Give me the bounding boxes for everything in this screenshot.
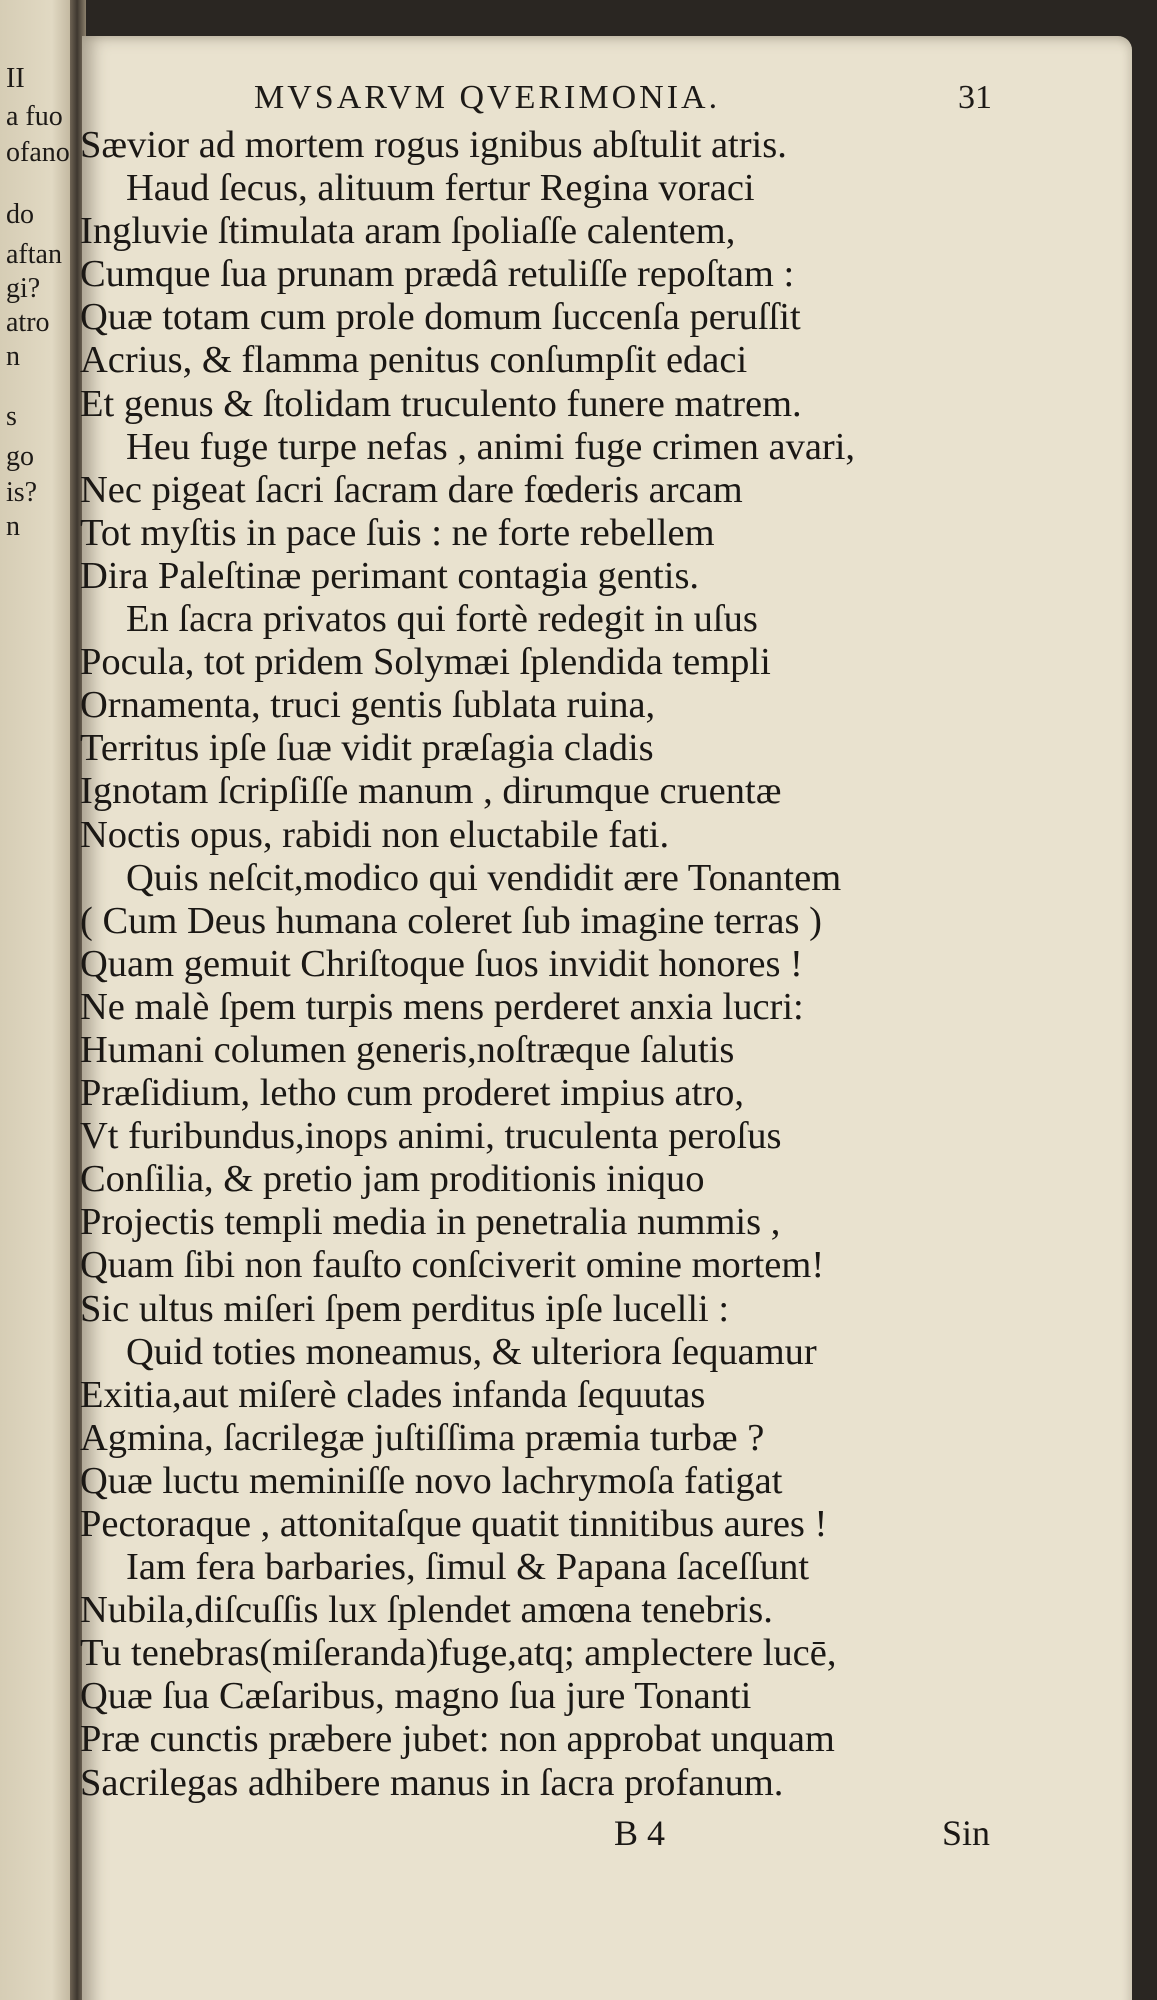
verse-line: Tu tenebras(miſeranda)fuge,atq; amplectere lucē, (80, 1632, 837, 1675)
poem-text (80, 124, 1130, 1805)
running-head (0, 74, 1157, 122)
verse-line: Acrius, & flamma penitus conſumpſit edaci (80, 339, 748, 382)
catchword: Sin (942, 1813, 991, 1853)
signature-mark: B 4 (614, 1813, 666, 1853)
verse-line: Dira Paleſtinæ perimant contagia gentis. (80, 554, 700, 597)
verse-line: Vt furibundus,inops animi, truculenta peroſus (80, 1115, 782, 1158)
verse-line: Quæ ſua Cæſaribus, magno ſua jure Tonanti (80, 1675, 752, 1718)
facing-page-fragment: n (6, 511, 20, 542)
verse-line: Nec pigeat ſacri ſacram dare fœderis arcam (80, 468, 743, 511)
facing-page-fragment: n (6, 341, 20, 372)
verse-line: Quid toties moneamus, & ulteriora ſequamur (126, 1330, 817, 1373)
verse-line: Sacrilegas adhibere manus in ſacra profanum. (80, 1761, 784, 1804)
verse-line: Territus ipſe ſuæ vidit præſagia cladis (80, 727, 654, 770)
facing-page-fragment: a fuo (6, 101, 63, 132)
verse-line: Sic ultus miſeri ſpem perditus ipſe lucelli : (80, 1287, 730, 1330)
verse-line: Iam fera barbaries, ſimul & Papana ſaceſſunt (126, 1546, 810, 1589)
verse-line: Humani columen generis,noſtræque ſalutis (80, 1028, 735, 1071)
facing-page-fragment: is? (6, 477, 38, 508)
page-footer (0, 1808, 1157, 1858)
verse-line: Ignotam ſcripſiſſe manum , dirumque cruentæ (80, 770, 782, 813)
verse-line: Sævior ad mortem rogus ignibus abſtulit atris. (80, 124, 787, 166)
verse-line: Quam ſibi non fauſto conſciverit omine mortem! (80, 1244, 825, 1287)
running-head-title: MVSARVM QVERIMONIA. (254, 79, 721, 116)
verse-line: Conſilia, & pretio jam proditionis iniquo (80, 1158, 705, 1201)
verse-line: Quis neſcit,modico qui vendidit ære Tonantem (126, 856, 842, 899)
verse-line: Cumque ſua prunam prædâ retuliſſe repoſtam : (80, 253, 795, 296)
facing-page-fragment: s (6, 401, 17, 432)
verse-line: Nubila,diſcuſſis lux ſplendet amœna tenebris. (80, 1589, 773, 1632)
verse-line: Quæ totam cum prole domum ſuccenſa peruſſit (80, 296, 801, 339)
verse-line: Tot myſtis in pace ſuis : ne forte rebellem (80, 511, 715, 554)
verse-line: Haud ſecus, alituum fertur Regina voraci (126, 167, 755, 210)
verse-line: Pocula, tot pridem Solymæi ſplendida templi (80, 641, 771, 684)
verse-line: Quæ luctu meminiſſe novo lachrymoſa fatigat (80, 1459, 783, 1502)
facing-page-edge (0, 0, 74, 2000)
facing-page-fragment: aftan (6, 239, 62, 270)
facing-page-fragment: atro (6, 307, 50, 338)
facing-page-fragment: go (6, 441, 34, 472)
verse-line: Et genus & ſtolidam truculento funere matrem. (80, 382, 802, 425)
verse-line: Quam gemuit Chriſtoque ſuos invidit honores ! (80, 942, 803, 985)
verse-line: Præſidium, letho cum proderet impius atro, (80, 1072, 745, 1115)
facing-page-fragment: do (6, 199, 34, 230)
verse-line: Præ cunctis præbere jubet: non approbat unquam (80, 1718, 835, 1761)
verse-line: Ne malè ſpem turpis mens perderet anxia lucri: (80, 985, 804, 1028)
verse-line: Ingluvie ſtimulata aram ſpoliaſſe calentem, (80, 210, 736, 253)
verse-line: Noctis opus, rabidi non eluctabile fati. (80, 813, 670, 856)
page-number: 31 (958, 79, 992, 116)
verse-line: ( Cum Deus humana coleret ſub imagine terras ) (80, 899, 822, 942)
verse-line: Agmina, ſacrilegæ juſtiſſima præmia turbæ ? (80, 1416, 765, 1459)
facing-page-fragment: ofano (6, 137, 70, 168)
verse-line: Ornamenta, truci gentis ſublata ruina, (80, 684, 656, 727)
verse-line: Pectoraque , attonitaſque quatit tinnitibus aures ! (80, 1503, 828, 1545)
facing-page-fragment: gi? (6, 273, 41, 304)
verse-line: En ſacra privatos qui fortè redegit in uſus (126, 598, 758, 641)
verse-line: Heu fuge turpe nefas , animi fuge crimen avari, (126, 425, 856, 468)
verse-line: Projectis templi media in penetralia nummis , (80, 1201, 781, 1244)
facing-page-fragment: II (6, 63, 25, 94)
verse-line: Exitia,aut miſerè clades infanda ſequutas (80, 1373, 706, 1416)
